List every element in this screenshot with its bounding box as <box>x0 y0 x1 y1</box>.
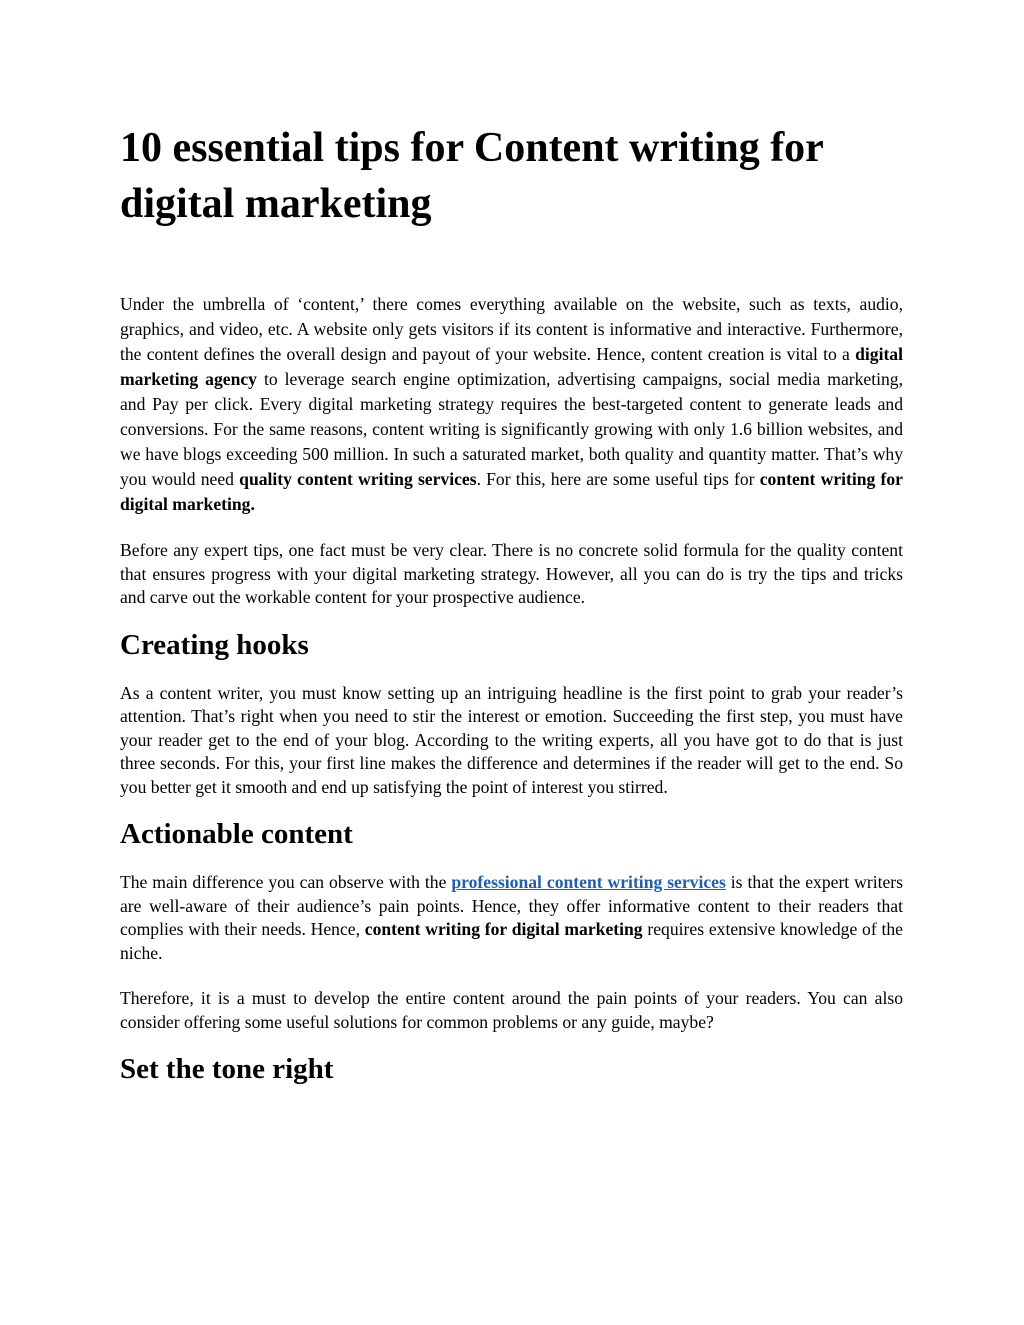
intro-text-3: . For this, here are some useful tips for <box>476 469 760 489</box>
creating-hooks-paragraph: As a content writer, you must know setting up an intriguing headline is the first point to grab your reader’s attention. That’s right when you need to stir the interest or emotion. Succeeding the first step, you must have your reader get to the end of your blog. According to the writing experts, all you have got to do that is just three seconds. For this, your first line makes the difference and determines if the reader will get to the end. So you better get it smooth and end up satisfying the point of interest you stirred. <box>120 682 903 797</box>
professional-services-link[interactable]: professional content writing services <box>451 872 726 892</box>
intro-text-2: to leverage search engine optimization, advertising campaigns, social media marketing, and Pay per click. Every digital marketing strategy requires the best-targeted content to generate leads and conversions. For the same reasons, content writing is significantly growing with only 1.6 billion websites, and we have blogs exceeding 500 million. In such a saturated market, both quality and quantity matter. That’s why you would need <box>120 369 903 489</box>
page-title: 10 essential tips for Content writing for digital marketing <box>120 125 824 227</box>
section-heading-creating-hooks: Creating hooks <box>120 628 309 661</box>
intro-bold-quality-services: quality content writing services <box>239 469 477 489</box>
intro-text-1: Under the umbrella of ‘content,’ there comes everything available on the website, such as texts, audio, graphics, and video, etc. A website only gets visitors if its content is informative and interactive. Furthermore, the content defines the overall design and payout of your website. Hence, content creation is vital to a <box>120 294 903 364</box>
section-heading-actionable-content: Actionable content <box>120 818 353 850</box>
actionable-text-2: is that the expert writers are well-aware of their audience’s pain points. Hence, they offer informative content to their readers that complies with their needs. Hence, <box>120 872 903 939</box>
actionable-bold-content-writing: content writing for digital marketing <box>364 919 643 939</box>
intro-paragraph <box>120 292 903 517</box>
actionable-text-3: requires extensive knowledge of the niche. <box>120 919 903 963</box>
document-page <box>120 120 903 1106</box>
intro-bold-content-writing: content writing for digital marketing. <box>120 469 903 514</box>
actionable-content-paragraph-2: Therefore, it is a must to develop the entire content around the pain points of your readers. You can also consider offering some useful solutions for common problems or any guide, maybe? <box>120 988 903 1032</box>
expert-tips-paragraph: Before any expert tips, one fact must be very clear. There is no concrete solid formula for the quality content that ensures progress with your digital marketing strategy. However, all you can do is try the tips and tricks and carve out the workable content for your prospective audience. <box>120 540 903 607</box>
intro-bold-digital-marketing-agency: digital marketing agency <box>120 344 903 389</box>
actionable-text-1: The main difference you can observe with the <box>120 872 452 892</box>
actionable-content-paragraph-1 <box>120 871 903 965</box>
section-heading-set-the-tone: Set the tone right <box>120 1053 334 1085</box>
